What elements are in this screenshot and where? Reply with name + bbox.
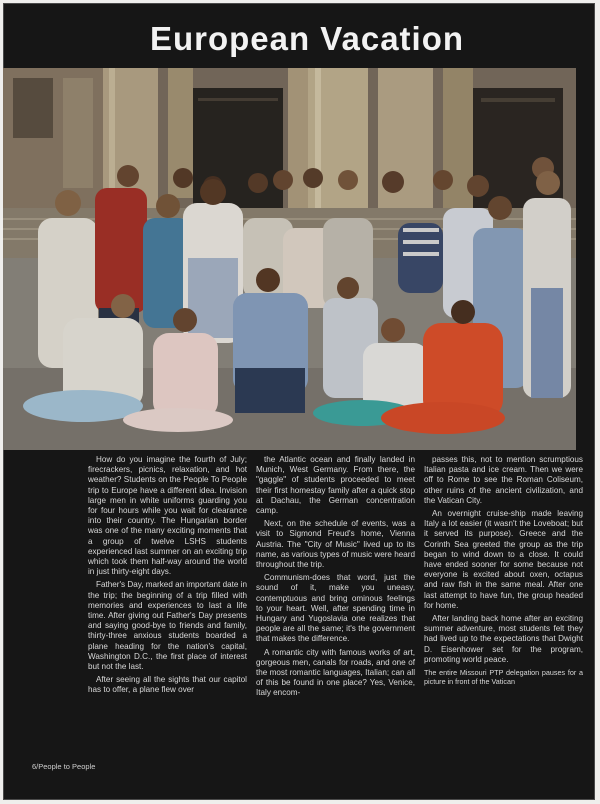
photo-caption: The entire Missouri PTP delegation pauses for a picture in front of the Vatican <box>424 668 583 687</box>
paragraph: After landing back home after an exciting summer adventure, most students felt they had lived up to the expectations that Dwight D. Eisenhower set for the program, promoting world peace. <box>424 614 583 664</box>
group-photo <box>3 68 576 450</box>
paragraph: Father's Day, marked an important date in the trip; the beginning of a trip filled with memories and experiences to last a life time. After giving out Father's Day presents and saying good-bye to friends and family, thirty-three anxious students boarded a plane heading for the nation's capital, Washington D.C., the first place of interest but not the last. <box>88 580 247 672</box>
paragraph: Communism-does that word, just the sound of it, make you uneasy, contemptuous and bring ominous feelings to your heart. Well, after spending time in Hungary and Yugoslavia one realizes that people are all the same; it's the government that makes the difference. <box>256 573 415 644</box>
paragraph: An overnight cruise-ship made leaving Italy a lot easier (it wasn't the Loveboat; but it served its purpose). Greece and the Corinth Sea greeted the group as the trip began to wind down to a close. It could have ended sooner for some because not everyone is excited about oxen, octapus and raw fish in the same meal. After one last attempt to have fun, the group headed for home. <box>424 509 583 610</box>
column-3 <box>424 455 583 745</box>
page-title: European Vacation <box>149 20 465 57</box>
paragraph: Next, on the schedule of events, was a visit to Sigmond Freud's home, Vienna Austria. The "City of Music" lived up to its name, as various types of music were heard throughout the trip. <box>256 519 415 570</box>
paragraph: the Atlantic ocean and finally landed in Munich, West Germany. From there, the "gaggle" of students proceeded to meet their first homestay family after a quick stop at Dachau, the German concentration camp. <box>256 455 415 516</box>
paragraph: How do you imagine the fourth of July; firecrackers, picnics, relaxation, and hot weather? Students on the People To People trip to Europe have a different idea. Invision large men in white uniforms guarding you for four hours while you wait for clearance into their country. The Hungarian border was one of the many exciting moments that a group of twelve LSHS students experienced last summer on an exciting trip which took them half-way around the world in just thirty-eight days. <box>88 455 247 577</box>
article-body <box>88 455 584 745</box>
paragraph: passes this, not to mention scrumptious Italian pasta and ice cream. Then we were off to Rome to see the Roman Coliseum, other ruins of the ancient civilization, and the Vatican City. <box>424 455 583 505</box>
page-folio: 6/People to People <box>32 762 96 771</box>
column-2 <box>256 455 415 745</box>
column-1 <box>88 455 247 745</box>
paragraph: After seeing all the sights that our capitol has to offer, a plane flew over <box>88 675 247 695</box>
paragraph: A romantic city with famous works of art, gorgeous men, canals for roads, and one of the most romantic languages, Italian; can all of this be found in one place? Yes, Venice, Italy encom- <box>256 647 415 698</box>
